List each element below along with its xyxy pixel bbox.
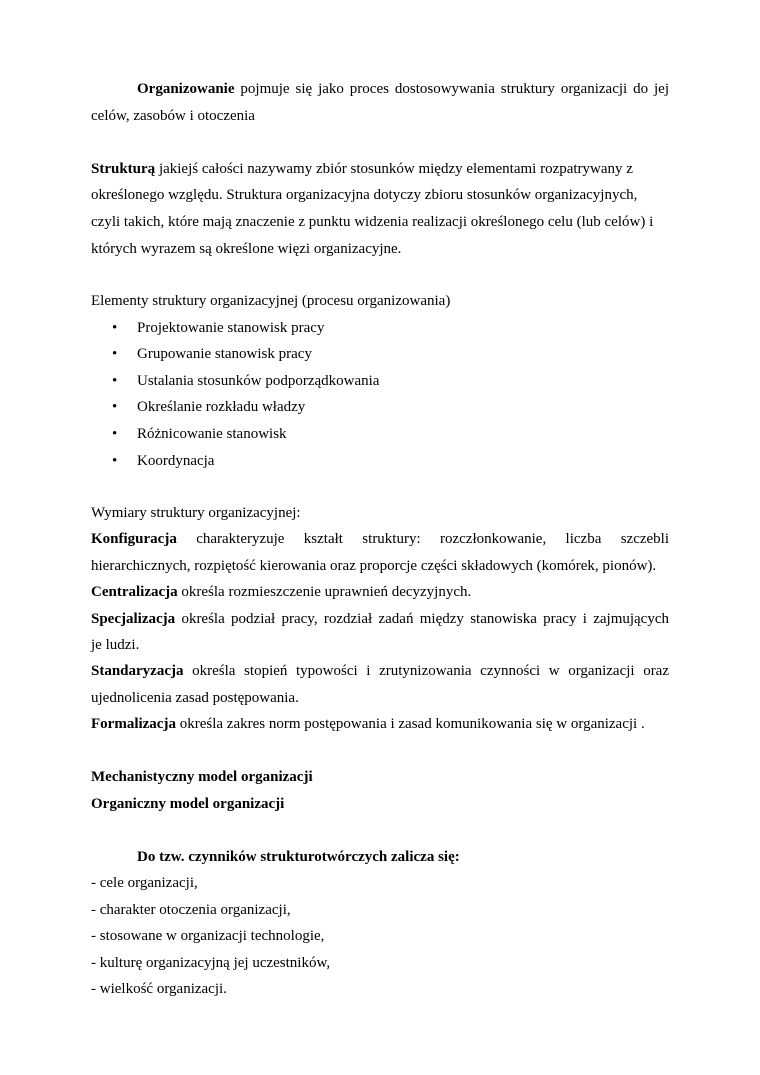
struktura-text: jakiejś całości nazywamy zbiór stosunków między elementami rozpatrywany z (158, 161, 633, 177)
specjalizacja-text: określa podział pracy, rozdział zadań między stanowiska pracy i zajmujących (181, 611, 670, 627)
term-specjalizacja: Specjalizacja (91, 611, 176, 627)
bullet-icon: • (112, 453, 118, 469)
term-organizowanie: Organizowanie (137, 81, 235, 97)
standaryzacja-line-1 (91, 662, 669, 680)
specjalizacja-line-1 (91, 610, 669, 628)
bullet-icon: • (112, 426, 118, 442)
factor-item: - kulturę organizacyjną jej uczestników, (91, 955, 331, 971)
element-item: Projektowanie stanowisk pracy (137, 320, 325, 336)
specjalizacja-line-2: je ludzi. (91, 637, 140, 653)
formalizacja-line (91, 715, 669, 733)
konfiguracja-line-1 (91, 530, 669, 548)
element-item: Grupowanie stanowisk pracy (137, 346, 312, 362)
elements-heading: Elementy struktury organizacyjnej (procesu organizowania) (91, 293, 451, 309)
organic-model-heading: Organiczny model organizacji (91, 796, 285, 812)
centralizacja-line (91, 583, 669, 601)
term-centralizacja: Centralizacja (91, 584, 178, 600)
organizowanie-line-1 (137, 80, 669, 98)
formalizacja-text: określa zakres norm postępowania i zasad komunikowania się w organizacji . (179, 716, 645, 732)
struktura-line-2: określonego względu. Struktura organizacyjna dotyczy zbioru stosunków organizacyjnych, (91, 187, 638, 203)
dimensions-heading: Wymiary struktury organizacyjnej: (91, 505, 301, 521)
element-item: Określanie rozkładu władzy (137, 399, 306, 415)
standaryzacja-line-2: ujednolicenia zasad postępowania. (91, 690, 299, 706)
struktura-line-4: których wyrazem są określone więzi organizacyjne. (91, 241, 402, 257)
organizowanie-text: pojmuje się jako proces dostosowywania struktury organizacji do jej (240, 81, 669, 97)
bullet-icon: • (112, 320, 118, 336)
term-struktura: Strukturą (91, 161, 156, 177)
struktura-line-1 (91, 160, 669, 178)
element-item: Koordynacja (137, 453, 215, 469)
term-standaryzacja: Standaryzacja (91, 663, 184, 679)
factor-item: - cele organizacji, (91, 875, 198, 891)
mechanistic-model-heading: Mechanistyczny model organizacji (91, 769, 313, 785)
konfiguracja-text: charakteryzuje kształt struktury: rozczłonkowanie, liczba szczebli (196, 531, 670, 547)
factor-item: - stosowane w organizacji technologie, (91, 928, 325, 944)
centralizacja-text: określa rozmieszczenie uprawnień decyzyjnych. (181, 584, 472, 600)
bullet-icon: • (112, 346, 118, 362)
factor-item: - wielkość organizacji. (91, 981, 227, 997)
factor-item: - charakter otoczenia organizacji, (91, 902, 291, 918)
bullet-icon: • (112, 373, 118, 389)
element-item: Ustalania stosunków podporządkowania (137, 373, 380, 389)
standaryzacja-text: określa stopień typowości i zrutynizowania czynności w organizacji oraz (192, 663, 669, 679)
struktura-line-3: czyli takich, które mają znaczenie z punktu widzenia realizacji określonego celu (lub celów) i (91, 214, 654, 230)
element-item: Różnicowanie stanowisk (137, 426, 287, 442)
factors-heading: Do tzw. czynników strukturotwórczych zalicza się: (137, 849, 460, 865)
term-formalizacja: Formalizacja (91, 716, 176, 732)
organizowanie-line-2: celów, zasobów i otoczenia (91, 108, 255, 124)
bullet-icon: • (112, 399, 118, 415)
konfiguracja-line-2: hierarchicznych, rozpiętość kierowania oraz proporcje części składowych (komórek, pionów). (91, 558, 657, 574)
term-konfiguracja: Konfiguracja (91, 531, 177, 547)
